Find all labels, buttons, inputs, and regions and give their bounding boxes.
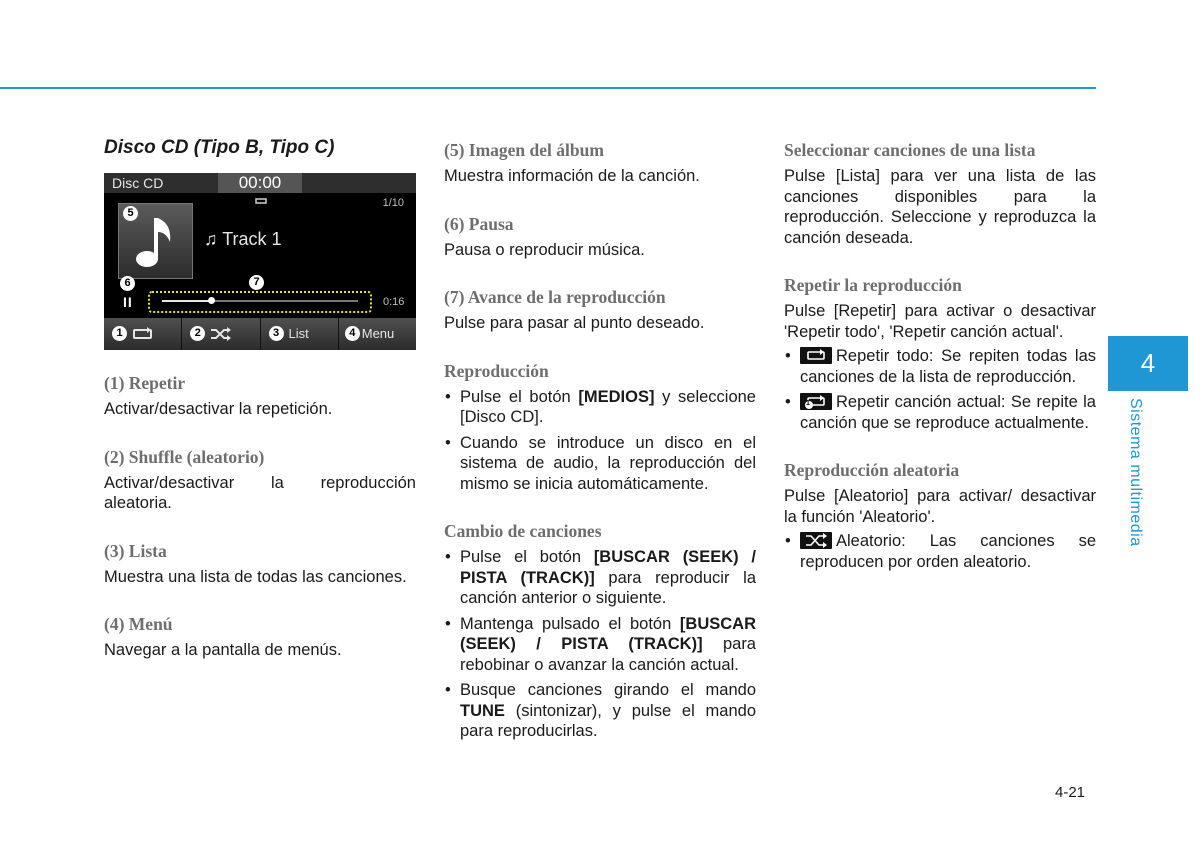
- list-item: • Aleatorio: Las canciones se reproducen por orden aleatorio.: [784, 531, 1096, 572]
- header-rule: [0, 87, 1096, 89]
- change-songs-section: [444, 521, 756, 742]
- repeat-one-number: • 1: [806, 400, 810, 407]
- repeat-section: [784, 275, 1096, 433]
- body-text: Pulse [Aleatorio] para activar/ desactivar la función 'Aleatorio'.: [784, 487, 1096, 526]
- softkey-menu[interactable]: [338, 318, 416, 350]
- body-text: Muestra información de la canción.: [444, 167, 700, 185]
- list-item: • Mantenga pulsado el botón [BUSCAR (SEEK) / PISTA (TRACK)] para rebobinar o avanzar la canción actual.: [444, 614, 756, 676]
- callout-4: 4: [345, 326, 360, 341]
- callout-2: 2: [190, 326, 205, 341]
- shuffle-section: [784, 460, 1096, 572]
- subheading: Cambio de canciones: [444, 521, 602, 541]
- subheading: (3) Lista: [104, 540, 167, 561]
- subheading: (7) Avance de la reproducción: [444, 287, 666, 307]
- progress-bar[interactable]: [148, 291, 372, 313]
- progress-fill: [162, 300, 211, 302]
- list-item: • Cuando se introduce un disco en el sistema de audio, la reproducción del mismo se inicia automáticamente.: [444, 433, 756, 495]
- callout-3: 3: [269, 326, 284, 341]
- playback-time: 00:00: [218, 173, 302, 193]
- body-text: Pausa o reproducir música.: [444, 240, 645, 259]
- body-text: Pulse para pasar al punto deseado.: [444, 314, 705, 332]
- page-number: 4-21: [1055, 784, 1086, 801]
- subheading: (2) Shuffle (aleatorio): [104, 446, 265, 467]
- softkey-list-label: List: [288, 326, 309, 341]
- select-from-list-section: [784, 140, 1096, 248]
- body-text: Activar/desactivar la repetición.: [104, 400, 333, 418]
- elapsed-time: 0:16: [383, 296, 405, 308]
- list-item: • 1 Repetir canción actual: Se repite la canción que se reproduce actualmente.: [784, 392, 1096, 433]
- list-item: • Repetir todo: Se repiten todas las canciones de la lista de reproducción.: [784, 346, 1096, 387]
- desc-progress: [444, 287, 756, 334]
- body-text: Navegar a la pantalla de menús.: [104, 641, 342, 659]
- subheading: (4) Menú: [104, 614, 173, 634]
- subheading: Repetir la reproducción: [784, 275, 962, 295]
- desc-list: [104, 541, 416, 588]
- subheading: (6) Pausa: [444, 213, 514, 234]
- callout-7: 7: [249, 275, 264, 290]
- repeat-icon: [132, 327, 154, 341]
- cd-player-screen: [104, 173, 416, 350]
- column-3: [784, 140, 1096, 599]
- body-text: Pulse [Lista] para ver una lista de las canciones disponibles para la reproducción. Seleccione y reproduzca la canción deseada.: [784, 167, 1096, 247]
- subheading: Seleccionar canciones de una lista: [784, 140, 1036, 160]
- track-title: [204, 229, 282, 250]
- callout-1: 1: [112, 326, 127, 341]
- bullet-list: [784, 531, 1096, 572]
- softkey-menu-label: Menu: [361, 326, 395, 341]
- desc-pause: [444, 214, 756, 261]
- list-item: • Pulse el botón [BUSCAR (SEEK) / PISTA (TRACK)] para reproducir la canción anterior o siguiente.: [444, 547, 756, 609]
- desc-repeat: [104, 373, 416, 420]
- body-text: Muestra una lista de todas las canciones.: [104, 567, 407, 586]
- repeat-one-icon: [800, 393, 832, 410]
- body-text: Pulse [Repetir] para activar o desactivar 'Repetir todo', 'Repetir canción actual'.: [784, 302, 1096, 341]
- section-title: Disco CD (Tipo B, Tipo C): [104, 137, 335, 158]
- softkey-list[interactable]: [260, 318, 338, 350]
- desc-menu: [104, 614, 416, 661]
- column-2: [444, 140, 756, 769]
- bullet-list: [784, 346, 1096, 433]
- playback-section: [444, 361, 756, 495]
- track-name: Track 1: [222, 229, 282, 249]
- bullet-list: [444, 387, 756, 495]
- desc-album-art: [444, 140, 756, 187]
- column-1: [104, 137, 416, 688]
- callout-5: 5: [123, 206, 138, 221]
- list-item: • Busque canciones girando el mando TUNE (sintonizar), y pulse el mando para reproducirlas.: [444, 680, 756, 742]
- softkey-repeat[interactable]: [104, 318, 181, 350]
- pause-icon[interactable]: II: [123, 294, 133, 310]
- softkey-bar: [104, 318, 416, 350]
- subheading: (1) Repetir: [104, 373, 186, 393]
- repeat-status-icon: [254, 195, 270, 207]
- shuffle-icon: [800, 532, 832, 549]
- track-count: 1/10: [382, 197, 404, 209]
- subheading: (5) Imagen del álbum: [444, 140, 604, 160]
- softkey-shuffle[interactable]: [181, 318, 259, 350]
- source-label: Disc CD: [112, 175, 164, 191]
- subheading: Reproducción: [444, 360, 549, 381]
- body-text: Activar/desactivar la reproducción aleatoria.: [104, 473, 416, 512]
- progress-track: [162, 300, 358, 302]
- chapter-side-label: Sistema multimedia: [1127, 398, 1144, 547]
- subheading: Reproducción aleatoria: [784, 460, 960, 480]
- desc-shuffle: [104, 447, 416, 514]
- note-icon: ♫: [204, 229, 218, 249]
- progress-knob[interactable]: [208, 297, 215, 304]
- chapter-tab: 4: [1108, 336, 1188, 391]
- bullet-list: [444, 547, 756, 742]
- list-item: • Pulse el botón [MEDIOS] y seleccione [Disco CD].: [444, 387, 756, 428]
- callout-6: 6: [120, 276, 135, 291]
- repeat-all-icon: [800, 347, 832, 364]
- shuffle-icon: [210, 327, 232, 341]
